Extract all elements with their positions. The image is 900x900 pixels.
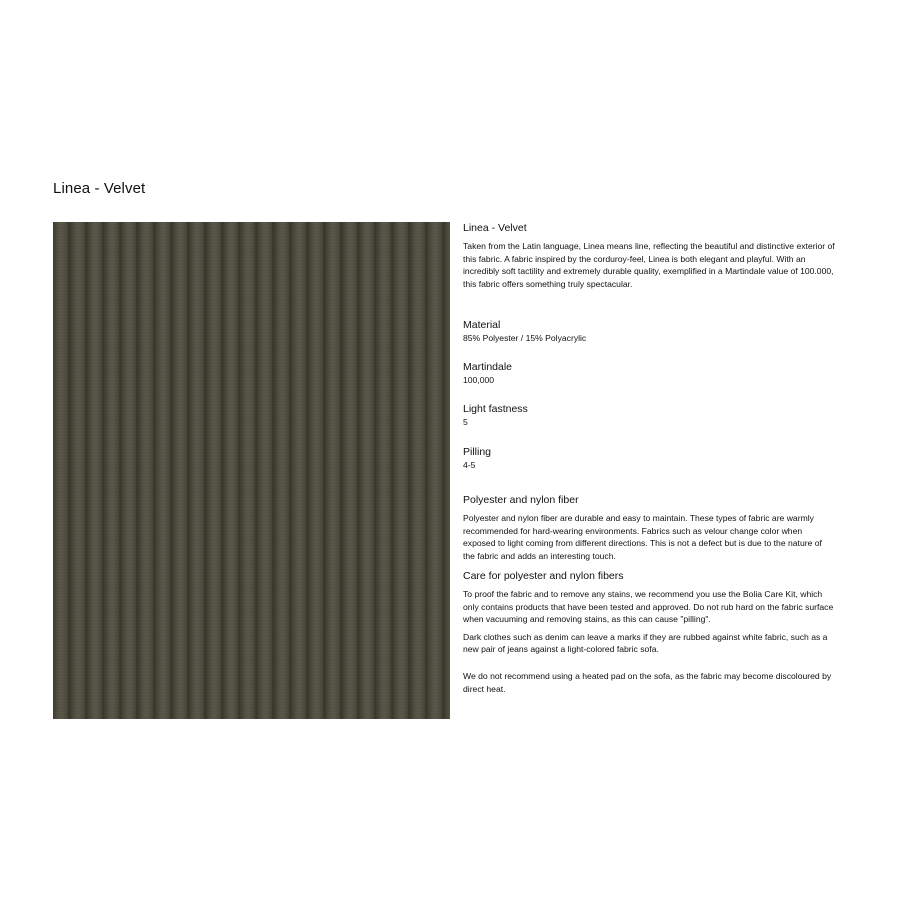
care-heading: Care for polyester and nylon fibers bbox=[463, 570, 624, 582]
spec-label: Pilling bbox=[463, 446, 492, 458]
spec-martindale bbox=[463, 361, 835, 386]
fiber-heading: Polyester and nylon fiber bbox=[463, 494, 579, 506]
spec-value: 85% Polyester / 15% Polyacrylic bbox=[463, 333, 587, 343]
care-text-2: Dark clothes such as denim can leave a marks if they are rubbed against white fabric, such as a new pair of jeans against a light-colored fabric sofa. bbox=[463, 631, 828, 655]
spec-pilling bbox=[463, 446, 835, 471]
spec-light-fastness bbox=[463, 403, 835, 428]
fiber-text: Polyester and nylon fiber are durable and easy to maintain. These types of fabric are warmly recommended for hard-wearing environments. Fabrics such as velour change color when exposed to light coming from different directions. This is not a defect but is due to the nature of the fabric and adds an interesting touch. bbox=[463, 513, 822, 561]
intro-text: Taken from the Latin language, Linea means line, reflecting the beautiful and distinctive exterior of this fabric. A fabric inspired by the corduroy-feel, Linea is both elegant and playful. With an incredibly soft tactility and extremely durable quality, exemplified in a Martindale value of 100.000, this fabric offers something truly spectacular. bbox=[463, 241, 835, 289]
spec-label: Light fastness bbox=[463, 403, 528, 415]
spec-label: Material bbox=[463, 319, 501, 331]
intro-heading: Linea - Velvet bbox=[463, 222, 527, 234]
fiber-section bbox=[463, 494, 835, 562]
fabric-texture bbox=[53, 222, 450, 719]
spec-material bbox=[463, 319, 835, 344]
spec-value: 4-5 bbox=[463, 460, 476, 470]
care-section bbox=[463, 570, 835, 695]
fabric-swatch-image bbox=[53, 222, 450, 719]
spec-value: 5 bbox=[463, 417, 468, 427]
page-title: Linea - Velvet bbox=[53, 180, 146, 197]
intro-section bbox=[463, 222, 835, 290]
care-text-3: We do not recommend using a heated pad on the sofa, as the fabric may become discoloured by direct heat. bbox=[463, 670, 832, 694]
care-text-1: To proof the fabric and to remove any stains, we recommend you use the Bolia Care Kit, which only contains products that have been tested and approved. Do not rub hard on the fabric surface when vacuuming and removing stains, as this can cause "pilling". bbox=[463, 589, 834, 625]
spec-label: Martindale bbox=[463, 361, 513, 373]
spec-value: 100,000 bbox=[463, 375, 495, 385]
